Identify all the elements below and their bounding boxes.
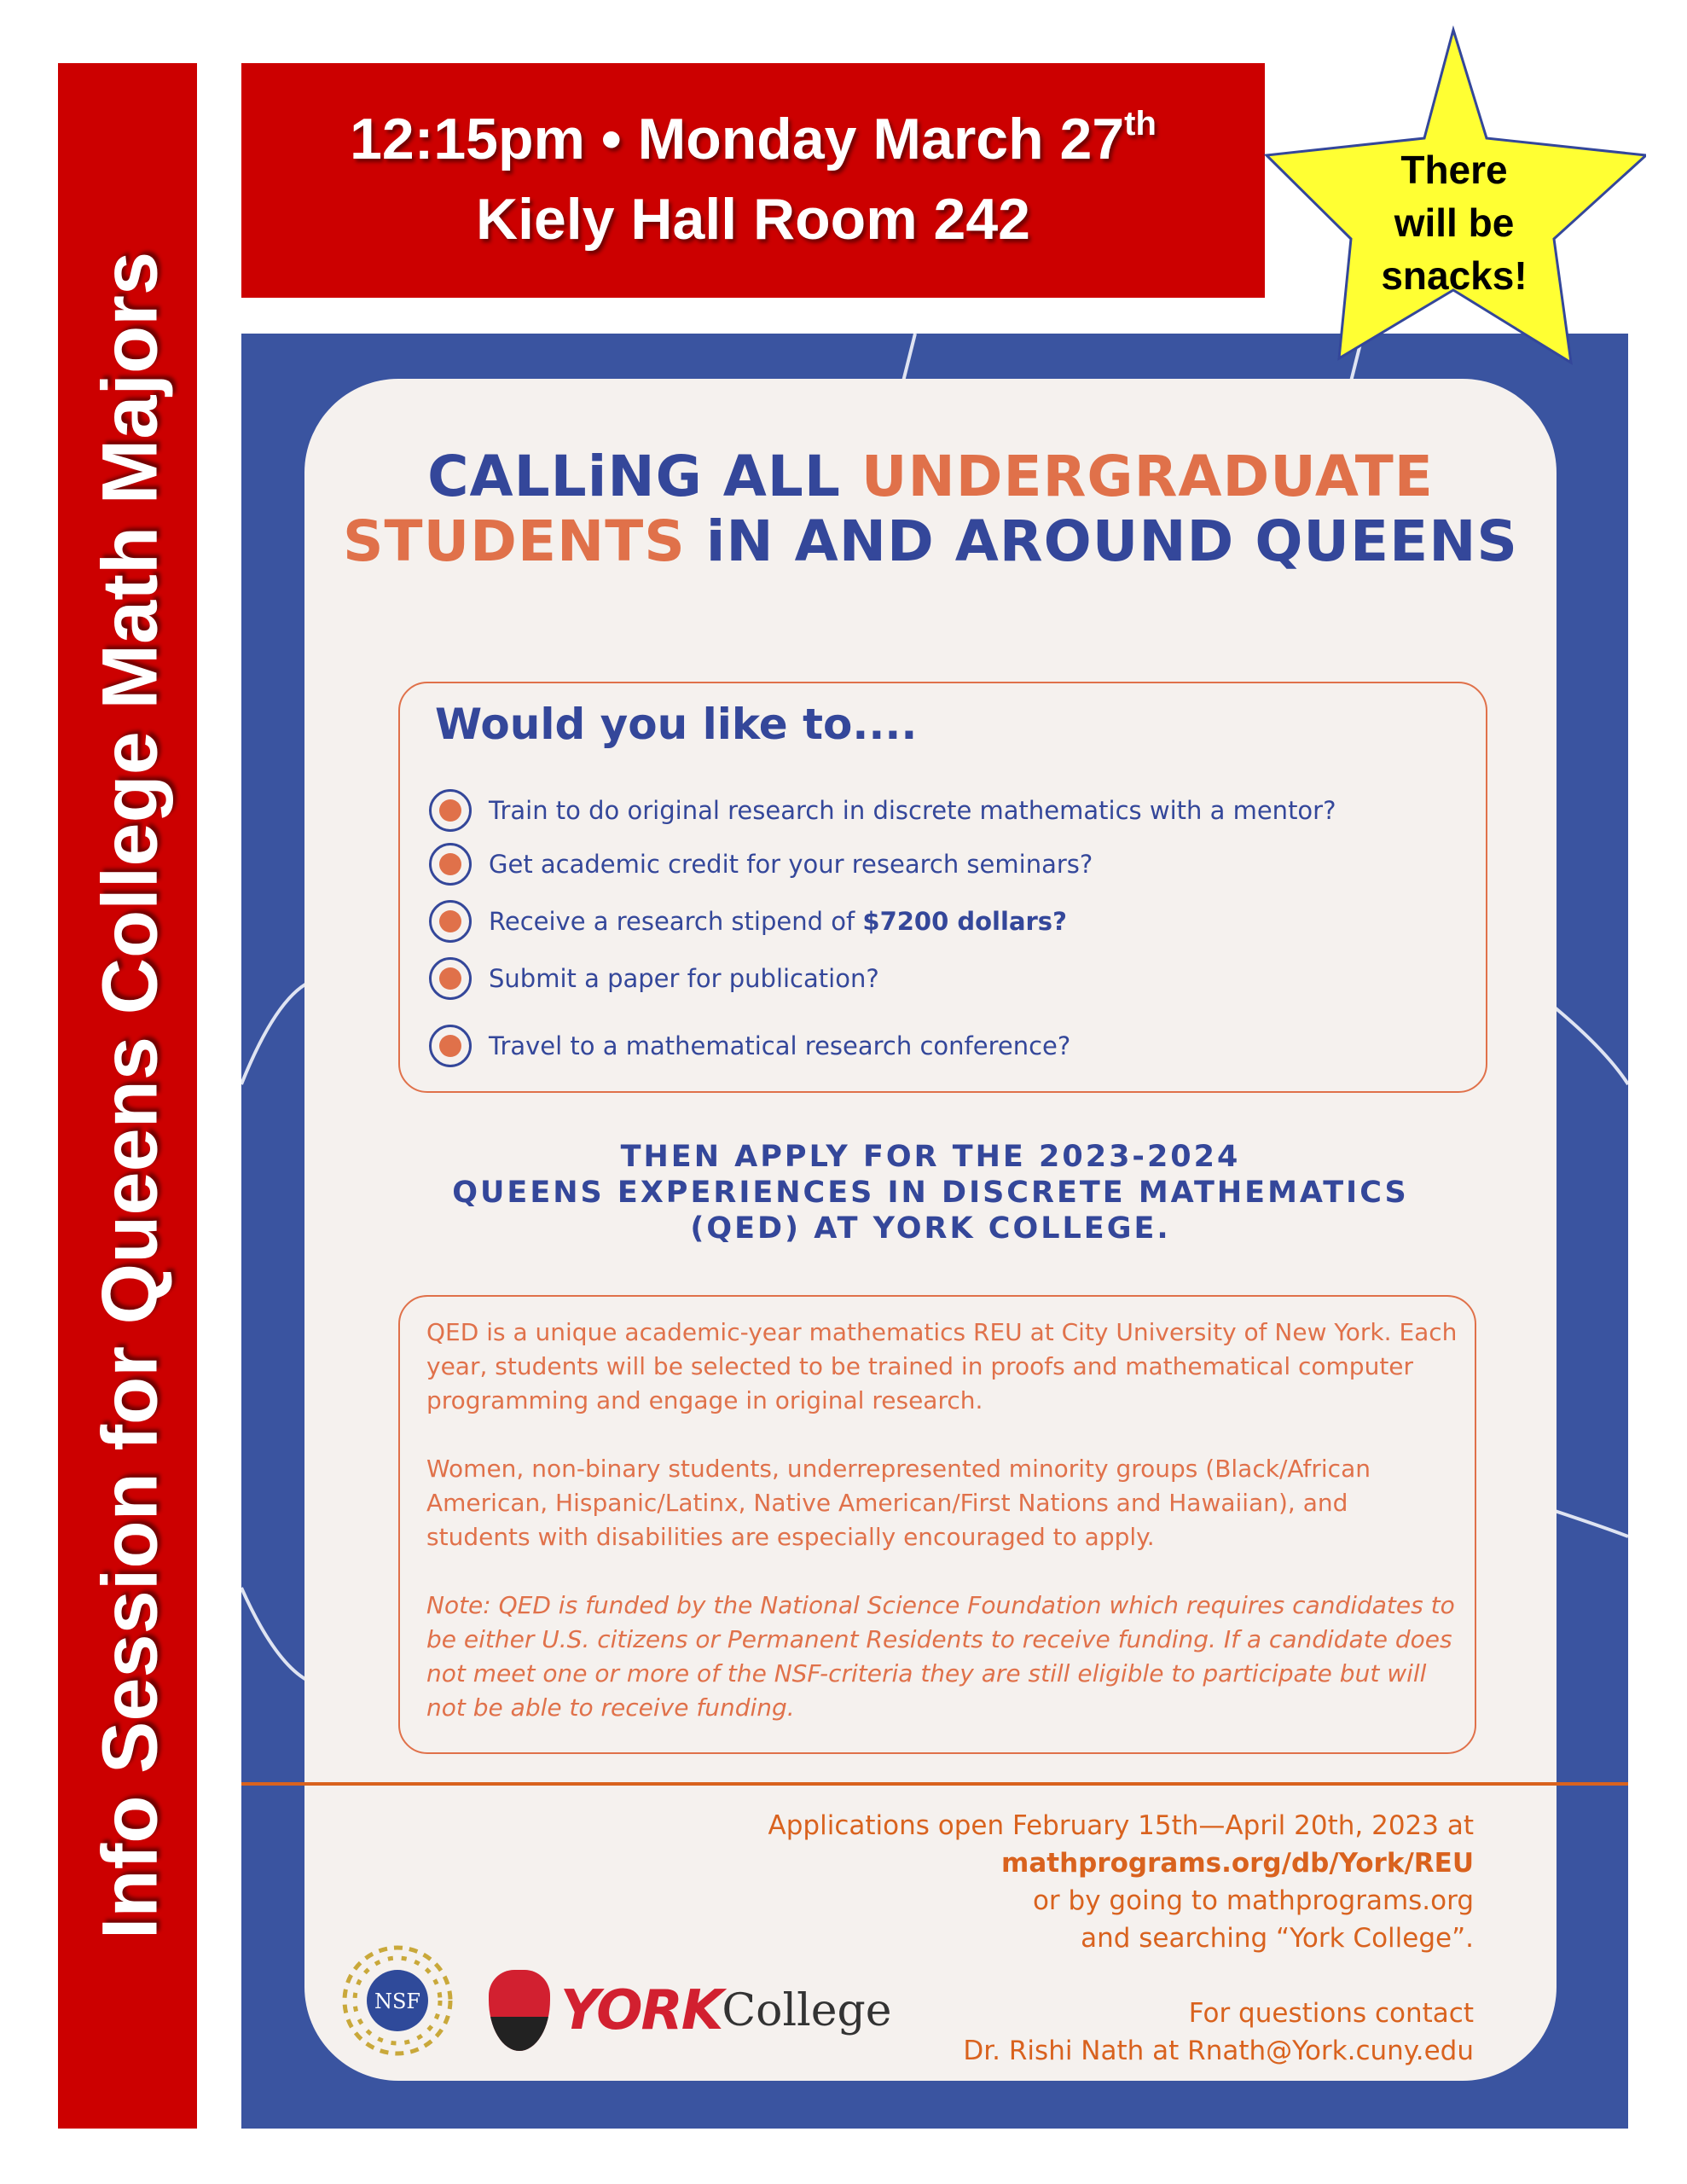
- list-item-text: Receive a research stipend of: [489, 907, 863, 936]
- apply-heading: [304, 1139, 1557, 1246]
- event-header: [241, 63, 1265, 298]
- application-alt: or by going to mathprograms.org: [1032, 1885, 1474, 1916]
- bullet-icon: [429, 843, 472, 886]
- date-suffix: th: [1124, 105, 1157, 142]
- headline-line-2: [304, 508, 1557, 574]
- side-banner-text: Info Session for Queens College Math Majors: [86, 251, 174, 1940]
- list-item-text: Travel to a mathematical research conference?: [489, 1031, 1071, 1060]
- list-item: [429, 789, 1336, 832]
- svg-text:NSF: NSF: [374, 1989, 421, 2013]
- nsf-logo: [335, 1938, 460, 2063]
- apply-line: QUEENS EXPERIENCES IN DISCRETE MATHEMATICS: [452, 1176, 1409, 1210]
- snacks-note: [1356, 143, 1552, 302]
- info-paragraph: Women, non-binary students, underrepresented minority groups (Black/African American, Hispanic/Latinx, Native American/First Nations and Hawaiian), and students with disabilities are especially encouraged to apply.: [426, 1455, 1371, 1551]
- snacks-line: snacks!: [1381, 253, 1528, 298]
- headline-highlight: STUDENTS: [343, 508, 686, 574]
- list-item-text: Train to do original research in discrete mathematics with a mentor?: [489, 796, 1336, 825]
- contact-label: For questions contact: [1188, 1998, 1474, 2029]
- headline-text: CALLiNG ALL: [427, 444, 861, 509]
- snacks-line: will be: [1394, 200, 1515, 245]
- york-wordmark: YORK: [560, 1978, 722, 2042]
- application-link[interactable]: mathprograms.org/db/York/REU: [1001, 1848, 1474, 1879]
- headline-text: iN AND AROUND QUEENS: [685, 508, 1518, 574]
- list-item: [429, 843, 1093, 886]
- funding-note: Note: QED is funded by the National Science Foundation which requires candidates to be either U.S. citizens or Permanent Residents to receive funding. If a candidate does not meet one or more of the NSF-criteria they are still eligible to participate but will not be able to receive funding.: [426, 1591, 1455, 1722]
- divider: [241, 1782, 1628, 1786]
- list-item: [429, 900, 1067, 943]
- apply-line: (QED) AT YORK COLLEGE.: [690, 1211, 1171, 1246]
- application-info: [768, 1807, 1474, 1957]
- list-item-text: Get academic credit for your research seminars?: [489, 850, 1093, 879]
- stipend-amount: $7200 dollars?: [862, 907, 1067, 936]
- bullet-icon: [429, 957, 472, 1000]
- event-location: Kiely Hall Room 242: [475, 187, 1031, 252]
- apply-line: THEN APPLY FOR THE 2023-2024: [620, 1140, 1241, 1174]
- headline-highlight: UNDERGRADUATE: [861, 444, 1434, 509]
- event-time-date: 12:15pm • Monday March 27: [350, 107, 1125, 171]
- snacks-line: There: [1400, 148, 1508, 192]
- contact-email[interactable]: Dr. Rishi Nath at Rnath@York.cuny.edu: [963, 2036, 1474, 2066]
- college-wordmark: College: [722, 1984, 892, 2036]
- questions-title: Would you like to....: [435, 700, 918, 749]
- info-paragraph: QED is a unique academic-year mathematics REU at City University of New York. Each year, students will be selected to be trained in proofs and mathematical computer programming and engage in original research.: [426, 1318, 1458, 1414]
- list-item-text: Submit a paper for publication?: [489, 964, 879, 993]
- bullet-icon: [429, 789, 472, 832]
- list-item: [429, 957, 879, 1000]
- york-shield-icon: [489, 1970, 550, 2051]
- contact-info: [963, 1995, 1474, 2070]
- york-college-logo: [489, 1970, 892, 2051]
- headline-line-1: [304, 444, 1557, 509]
- bullet-icon: [429, 1025, 472, 1067]
- list-item: [429, 1025, 1070, 1067]
- application-dates: Applications open February 15th—April 20th, 2023 at: [768, 1810, 1474, 1841]
- application-alt: and searching “York College”.: [1081, 1923, 1474, 1954]
- bullet-icon: [429, 900, 472, 943]
